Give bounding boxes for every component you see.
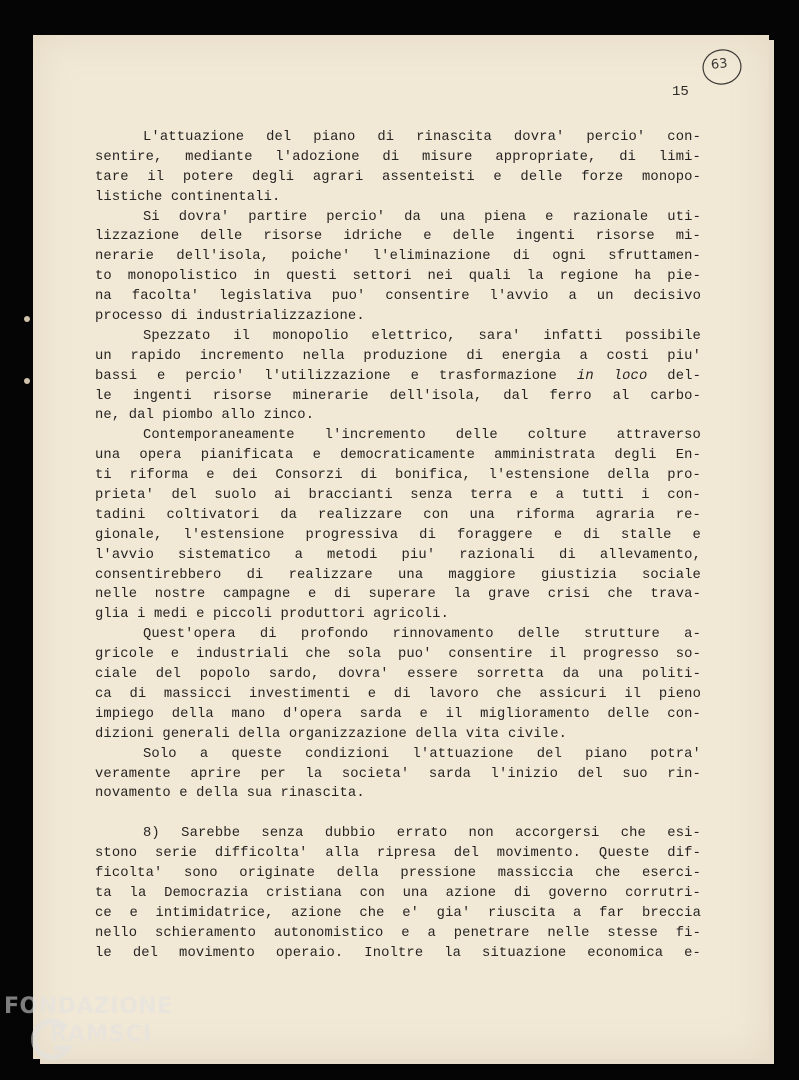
text-line: processo di industrializzazione. — [95, 309, 365, 325]
text-line: ficolta' sono originate della pressione massiccia che eserci- — [95, 865, 701, 881]
text-line-with-italic — [95, 367, 701, 387]
paragraph-gap — [95, 804, 701, 824]
text-line: ne, dal piombo allo zinco. — [95, 408, 315, 424]
text-line: veramente aprire per la societa' sarda l'inizio del suo rin- — [95, 766, 701, 782]
text-line: impiego della mano d'opera sarda e il miglioramento delle con- — [95, 706, 701, 722]
italic-phrase: in loco — [576, 368, 648, 384]
text-segment: le — [95, 388, 133, 404]
watermark-line-2: RAMSCI — [50, 1022, 153, 1047]
text-line: l'avvio sistematico a metodi piu' razionali di allevamento, — [95, 547, 701, 563]
text-line: dizioni generali della organizzazione della vita civile. — [95, 726, 568, 742]
text-line: ce e intimidatrice, azione che e' gia' riuscita a far breccia — [95, 905, 701, 921]
text-line: L'attuazione del piano di rinascita dovra' percio' con- — [143, 130, 701, 145]
text-line: lizzazione delle risorse idriche e delle ingenti risorse mi- — [95, 229, 701, 245]
text-line: Spezzato il monopolio elettrico, sara' infatti possibile — [143, 328, 701, 344]
text-line: sentire, mediante l'adozione di misure appropriate, di limi- — [95, 149, 701, 165]
text-line: na facolta' legislativa puo' consentire l'avvio a un decisivo — [95, 289, 701, 305]
text-line: le del movimento operaio. Inoltre la situazione economica e- — [95, 945, 701, 961]
text-line: novamento e della sua rinascita. — [95, 786, 365, 802]
text-line: ti riforma e dei Consorzi di bonifica, l'estensione della pro- — [95, 468, 701, 484]
text-line: to monopolistico in questi settori nei quali la regione ha pie- — [95, 269, 701, 285]
text-line: 8) Sarebbe senza dubbio errato non accorgersi che esi- — [143, 826, 701, 842]
watermark-line-1: FONDAZIONE — [4, 994, 173, 1019]
text-line: nelle nostre campagne e di superare la grave crisi che trava- — [95, 587, 701, 603]
text-segment: del- — [647, 368, 701, 384]
page-number: 15 — [672, 84, 689, 100]
text-line: ta la Democrazia cristiana con una azione di governo corrutri- — [95, 885, 701, 901]
binding-hole — [24, 378, 30, 384]
text-segment: bassi e percio' l'utilizzazione e trasformazione — [95, 368, 577, 384]
text-line: Contemporaneamente l'incremento delle colture attraverso — [143, 428, 701, 444]
text-line: gionale, l'estensione progressiva di foraggere e di stalle e — [95, 527, 701, 543]
fondazione-gramsci-watermark — [4, 992, 204, 1074]
text-line: un rapido incremento nella produzione di energia a costi piu' — [95, 348, 701, 364]
text-line: Quest'opera di profondo rinnovamento delle strutture a- — [143, 627, 701, 643]
text-line: Si dovra' partire percio' da una piena e razionale uti- — [143, 209, 701, 225]
text-segment: ingenti risorse minerarie dell'isola, dal ferro al carbo- — [132, 388, 701, 404]
text-line: una opera pianificata e democraticamente amministrata degli En- — [95, 448, 701, 464]
text-line: consentirebbero di realizzare una maggiore giustizia sociale — [95, 567, 701, 583]
text-line: tare il potere degli agrari assenteisti e delle forze monopo- — [95, 169, 701, 185]
text-line: ciale del popolo sardo, dovra' essere sorretta da una politi- — [95, 667, 701, 683]
text-line: ca di massicci investimenti e di lavoro che assicuri il pieno — [95, 686, 701, 702]
handwritten-archive-number — [700, 46, 742, 86]
binding-hole — [24, 316, 30, 322]
text-line: glia i medi e piccoli produttori agricoli. — [95, 607, 450, 623]
archive-number-text: 63 — [710, 56, 729, 73]
body-text — [95, 128, 701, 963]
text-line: listiche continentali. — [95, 189, 281, 205]
text-line: Solo a queste condizioni l'attuazione del piano potra' — [143, 746, 701, 762]
text-line — [95, 387, 701, 407]
text-line: nello schieramento autonomistico e a penetrare nelle stesse fi- — [95, 925, 701, 941]
text-line: nerarie dell'isola, poiche' l'eliminazione di ogni sfruttamen- — [95, 249, 701, 265]
text-line: gricole e industriali che sola puo' consentire il progresso so- — [95, 647, 701, 663]
text-line: stono serie difficolta' alla ripresa del movimento. Queste dif- — [95, 846, 701, 862]
text-line: tadini coltivatori da realizzare con una riforma agraria re- — [95, 507, 701, 523]
text-line: prieta' del suolo ai braccianti senza terra e a tutti i con- — [95, 488, 701, 504]
